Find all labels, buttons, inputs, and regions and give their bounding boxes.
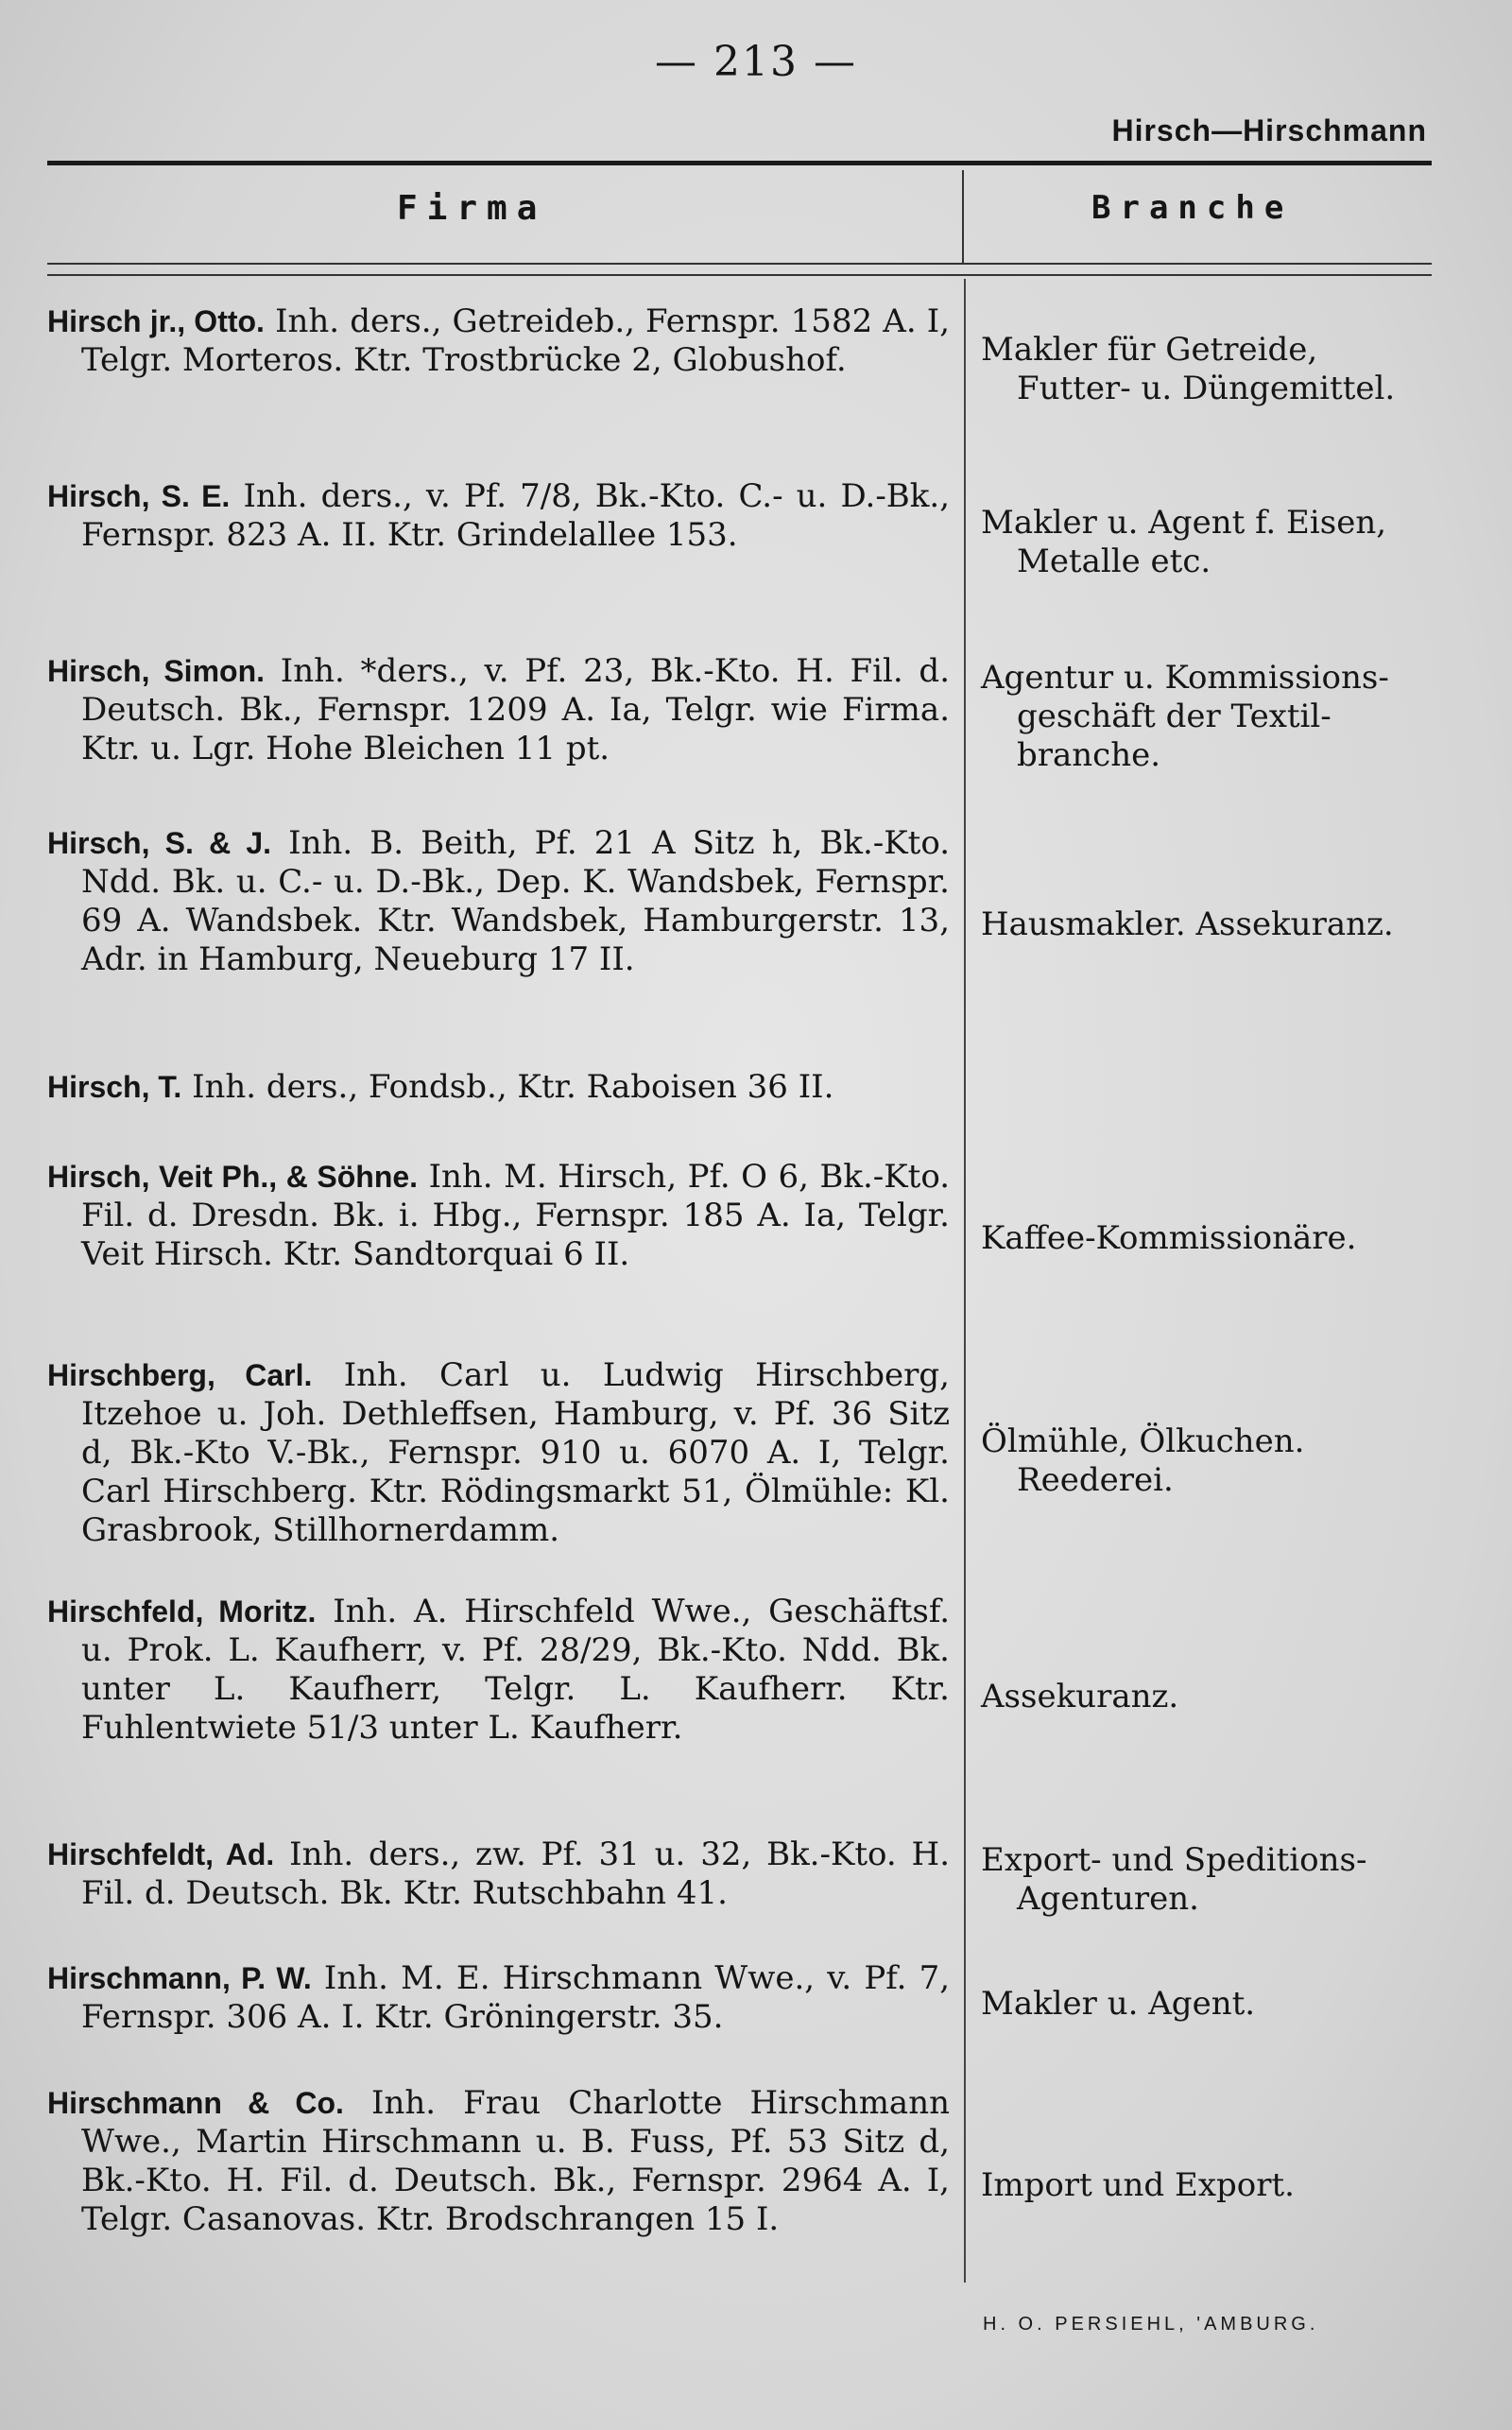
branche-line: branche.: [1017, 736, 1161, 774]
entry-hirschmann-pw: [47, 1959, 950, 2037]
firm-name: Hirsch, Simon.: [47, 654, 265, 688]
firm-details: Inh. Frau Charlotte Hirschmann Wwe., Martin Hirschmann u. B. Fuss, Pf. 53 Sitz d, Bk.-Kto. H. Fil. d. Deutsch. Bk., Fernspr. 2964 A. I, Telgr. Casanovas. Ktr. Brodschrangen 15 I.: [81, 2084, 951, 2238]
branche-line: Assekuranz.: [981, 1678, 1179, 1715]
branche-hirsch-se: [981, 504, 1435, 581]
firm-details: Inh. ders., zw. Pf. 31 u. 32, Bk.-Kto. H. Fil. d. Deutsch. Bk. Ktr. Rutschbahn 41.: [81, 1835, 951, 1912]
firm-name: Hirschberg, Carl.: [47, 1358, 313, 1392]
entry-hirsch-veit: [47, 1158, 950, 1274]
firm-name: Hirsch, S. & J.: [47, 826, 272, 860]
entry-hirsch-se: [47, 477, 950, 555]
branche-line: Import und Export.: [981, 2166, 1295, 2204]
branche-hirsch-veit: [981, 1219, 1435, 1258]
branche-line: Ölmühle, Ölkuchen.: [981, 1422, 1305, 1460]
firm-details: Inh. M. E. Hirschmann Wwe., v. Pf. 7, Fernspr. 306 A. I. Ktr. Gröningerstr. 35.: [81, 1959, 951, 2036]
branche-line: Hausmakler. Assekuranz.: [981, 905, 1394, 943]
firm-details: Inh. ders., v. Pf. 7/8, Bk.-Kto. C.- u. D.-Bk., Fernspr. 823 A. II. Ktr. Grindelallee 153.: [81, 477, 951, 554]
entry-hirschmann-co: [47, 2084, 950, 2239]
branche-line: Metalle etc.: [1017, 543, 1211, 580]
firm-details: Inh. ders., Fondsb., Ktr. Raboisen 36 II.: [192, 1068, 834, 1106]
entry-hirsch-sj: [47, 824, 950, 979]
top-rule: [47, 161, 1432, 165]
firm-details: Inh. B. Beith, Pf. 21 A Sitz h, Bk.-Kto. Ndd. Bk. u. C.- u. D.-Bk., Dep. K. Wandsbek, Fernspr. 69 A. Wandsbek. Ktr. Wandsbek, Hamburgerstr. 13, Adr. in Hamburg, Neueburg 17 II.: [81, 824, 950, 978]
branche-hirschmann-co: [981, 2166, 1435, 2205]
entry-hirsch-otto: [47, 302, 950, 380]
firm-details: Inh. M. Hirsch, Pf. O 6, Bk.-Kto. Fil. d. Dresdn. Bk. i. Hbg., Fernspr. 185 A. Ia, Telgr. Veit Hirsch. Ktr. Sandtorquai 6 II.: [81, 1158, 951, 1273]
firm-details: Inh. Carl u. Ludwig Hirschberg, Itzehoe u. Joh. Dethleffsen, Hamburg, v. Pf. 36 Sitz d, Bk.-Kto V.-Bk., Fernspr. 910 u. 6070 A. I, Telgr. Carl Hirschberg. Ktr. Rödingsmarkt 51, Ölmühle: Kl. Grasbrook, Stillhornerdamm.: [81, 1356, 950, 1549]
branche-line: Makler u. Agent f. Eisen,: [981, 504, 1387, 542]
firm-name: Hirsch, S. E.: [47, 479, 231, 513]
branche-hirschfeldt: [981, 1841, 1435, 1919]
entry-hirsch-t: [47, 1068, 950, 1107]
header-double-rule: [47, 263, 1432, 276]
firm-name: Hirschmann, P. W.: [47, 1961, 312, 1995]
entry-hirsch-simon: [47, 652, 950, 768]
page-number: — 213 —: [655, 38, 857, 86]
firm-details: Inh. ders., Getreideb., Fernspr. 1582 A. I, Telgr. Morteros. Ktr. Trostbrücke 2, Globushof.: [81, 302, 950, 379]
firm-details: Inh. *ders., v. Pf. 23, Bk.-Kto. H. Fil. d. Deutsch. Bk., Fernspr. 1209 A. Ia, Telgr. wie Firma. Ktr. u. Lgr. Hohe Bleichen 11 pt.: [81, 652, 950, 767]
entry-hirschfeld: [47, 1593, 950, 1748]
branche-line: Agenturen.: [1017, 1880, 1199, 1918]
branche-line: Makler für Getreide,: [981, 331, 1318, 369]
column-divider: [964, 279, 966, 2283]
firm-name: Hirsch, Veit Ph., & Söhne.: [47, 1160, 419, 1194]
branche-line: Kaffee-Kommissionäre.: [981, 1219, 1357, 1257]
branche-line: Export- und Speditions-: [981, 1841, 1367, 1879]
branche-hirschberg: [981, 1422, 1435, 1500]
branche-hirsch-sj: [981, 905, 1435, 944]
header-divider: [962, 170, 964, 265]
firm-name: Hirschfeldt, Ad.: [47, 1837, 275, 1871]
branche-line: Makler u. Agent.: [981, 1985, 1256, 2023]
printer-imprint: H. O. PERSIEHL, 'AMBURG.: [983, 2314, 1319, 2335]
firm-name: Hirschfeld, Moritz.: [47, 1594, 317, 1629]
firm-name: Hirsch jr., Otto.: [47, 304, 265, 338]
branche-line: Agentur u. Kommissions-: [981, 659, 1389, 697]
branche-hirschmann-pw: [981, 1985, 1435, 2024]
entry-hirschberg: [47, 1356, 950, 1550]
branche-hirsch-otto: [981, 331, 1435, 408]
firm-name: Hirsch, T.: [47, 1070, 182, 1104]
column-header-branche: Branche: [1091, 189, 1294, 227]
firm-details: Inh. A. Hirschfeld Wwe., Geschäftsf. u. Prok. L. Kaufherr, v. Pf. 28/29, Bk.-Kto. Ndd. Bk. unter L. Kaufherr, Telgr. L. Kaufherr. Ktr. Fuhlentwiete 51/3 unter L. Kaufherr.: [81, 1593, 950, 1747]
running-head: Hirsch—Hirschmann: [1111, 113, 1427, 147]
branche-hirschfeld: [981, 1678, 1435, 1716]
branche-line: Reederei.: [1017, 1461, 1174, 1499]
branche-line: geschäft der Textil-: [1017, 698, 1332, 735]
entry-hirschfeldt: [47, 1835, 950, 1913]
branche-hirsch-simon: [981, 659, 1435, 775]
firm-name: Hirschmann & Co.: [47, 2086, 344, 2120]
branche-line: Futter- u. Düngemittel.: [1017, 370, 1396, 407]
column-header-firma: Firma: [397, 189, 547, 228]
